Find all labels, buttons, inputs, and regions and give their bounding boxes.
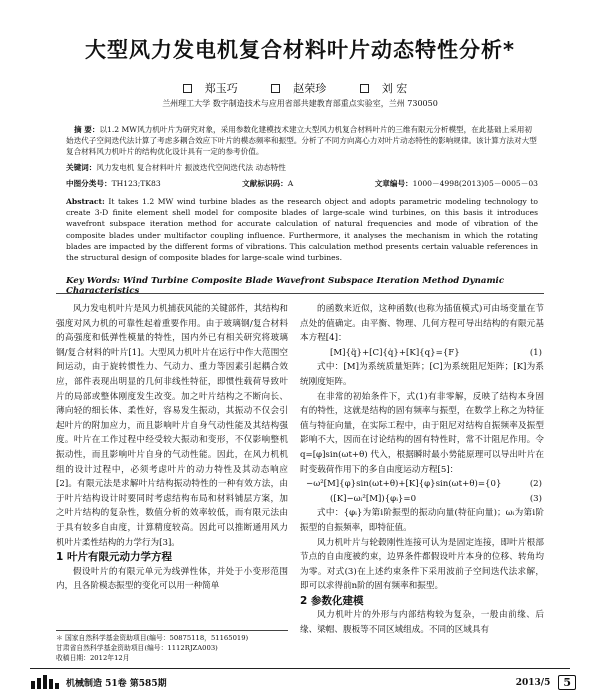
abstract-divider (56, 293, 544, 294)
keywords-en-text: Wind Turbine Composite Blade Wavefront Subspace Iteration Method Dynamic Characteristics (66, 276, 505, 296)
abstract-en-text: It takes 1.2 MW wind turbine blades as the research object and adopts parametric modeling technology to create 3-D finite element shell model for composite blades of large-scale wind turbines, on this basis it introduces wavefront subspace iteration method for accurate calculation of natural frequencies and mode of vibration of the composite blades under multifactor coupling influence. Furthermore, it analyses the mechanism in which the rotating blades are impacted by the different forms of vibrations. This calculation method presents certain valuable references in the structural design of composite blades for large-scale wind turbines. (66, 197, 538, 263)
equation-body: ([K]−ωᵢ²[M]){φᵢ}=0 (330, 493, 417, 504)
abstract-english (66, 196, 538, 263)
abstract-text: 以1.2 MW风力机叶片为研究对象，采用参数化建模技术建立大型风力机复合材料叶片的三维有限元分析模型，在此基础上采用初始迭代子空间迭代法计算了考虑多耦合效应下叶片的模态频率和振型。分析了不同方向离心力对叶片动态特性的影响规律。该计算方法对大型复合材料风力机叶片的结构优化设计具有一定的参考价值。 (66, 125, 537, 156)
right-column (300, 302, 544, 638)
equation-number: (3) (529, 493, 542, 504)
author-list (0, 80, 600, 96)
equation-number: (1) (529, 347, 542, 358)
clc-label: 中图分类号： (66, 179, 112, 188)
left-column (56, 302, 288, 594)
footnote: ＊ 国家自然科学基金资助项目(编号：50875118，51165019) (56, 634, 249, 642)
paragraph: 风力发电机叶片是风力机捕获风能的关键部件，其结构和强度对风力机的可靠性起着重要作用。由于玻璃钢/复合材料的高强度和低弹性模量的特性，国内外已有相关研究将玻璃钢/复合材料的叶片[1]。大型风力机叶片在运行中作大范围空间运动，由于旋转惯性力、气动力、重力等因素引起耦合效应，部件表现出明显的几何非线性特征，即惯性载荷导致叶片的局部或整体刚度发生改变。加之叶片结构之不断向长、薄向轻的细长体、柔性好，容易发生振动，其振动不仅会引起叶片的附加应力，而且影响叶片自身气动性能及其结构强度。叶片在工作过程中经受较大振动和变形，不仅影响整机振动性，而且影响叶片自身的气动性能。因此，在风力机机组的设计过程中，必须考虑叶片的动力特性及其动态响应[2]。有限元法是求解叶片结构振动特性的一种有效方法，由于叶片结构设计时要同时考虑结构布局和材料铺层方案，加之叶片结构的复杂性，数值分析的效率较低，而有限元法由于具有较多自由度，计算精度较高。因此可以推断通用风力机叶片柔性结构的力学行为[3]。 (56, 304, 288, 548)
keywords-en-label: Key Words: (66, 276, 120, 286)
issue-date: 2013/5 (515, 677, 551, 688)
footnote: 甘肃省自然科学基金资助项目(编号：1112RJZA003) (56, 644, 218, 652)
keywords-chinese (66, 162, 538, 173)
equation-2 (300, 477, 544, 492)
article-value: 1000－4998(2013)05－0005－03 (412, 179, 538, 188)
footer-divider (30, 668, 570, 669)
author-name: 郑玉巧 (204, 82, 238, 95)
author-marker-icon (271, 84, 280, 93)
footnote: 收稿日期：2012年12月 (56, 654, 130, 662)
equation-1 (300, 346, 544, 361)
clc-number (66, 178, 161, 189)
paragraph: 式中：{φᵢ}为第i阶振型的振动向量(特征向量)；ωᵢ为第i阶振型的自振频率，即特征值。 (300, 508, 544, 533)
code-value: A (287, 179, 294, 188)
affiliation: 兰州理工大学 数字制造技术与应用省部共建教育部重点实验室，兰州 730050 (162, 99, 438, 108)
keywords-text: 风力发电机 复合材料叶片 振波迭代空间迭代法 动态特性 (96, 163, 286, 172)
author (183, 82, 248, 95)
equation-3 (300, 492, 544, 507)
code-label: 文献标识码： (242, 179, 288, 188)
equation-number: (2) (529, 479, 542, 490)
author (271, 82, 336, 95)
section-heading: 1 叶片有限元动力学方程 (56, 551, 172, 564)
article-number (375, 178, 538, 189)
abstract-en-label: Abstract: (66, 197, 105, 206)
page-footer (516, 675, 576, 690)
clc-value: TH123;TK83 (111, 179, 161, 188)
author (360, 82, 418, 95)
article-label: 文章编号： (374, 179, 413, 188)
paper-title: 大型风力发电机复合材料叶片动态特性分析* (85, 38, 515, 62)
paragraph: 在非常的初始条件下，式(1)有非零解，反映了结构本身固有的特性，这就是结构的固有频率与振型，在数学上称之为特征值与特征向量，在实际工程中，由于阻尼对结构自振频率及振型影响不大，因而在讨论结构的固有特性时，常不计阻尼作用。令 q=[φ]sin(ωt+θ) 代入，根据瞬时最小势能原理可以导出叶片在时变载荷作用下的多自由度运动方程[5]： (300, 391, 544, 475)
abstract-label: 摘 要： (74, 125, 100, 134)
paragraph: 风力机叶片的外形与内部结构较为复杂，一般由前缘、后缘、梁帽、腹板等不同区域组成。不同的区域具有 (300, 610, 544, 636)
classification-line (66, 178, 538, 189)
paragraph: 的函数来近似，这种函数(也称为插值模式)可由场变量在节点处的值确定。由平衡、物理、几何方程可导出结构的有限元基本方程[4]： (300, 304, 544, 344)
author-marker-icon (183, 84, 192, 93)
author-name: 刘 宏 (381, 82, 408, 95)
page-number: 5 (558, 675, 576, 690)
section-heading: 2 参数化建模 (300, 594, 364, 607)
keywords-label: 关键词： (66, 163, 97, 172)
author-name: 赵荣珍 (293, 82, 327, 95)
journal-name: 机械制造 51卷 第585期 (66, 678, 167, 689)
paragraph: 风力机叶片与轮毂刚性连接可认为是固定连接，即叶片根部节点的自由度被约束，边界条件都假设叶片本身的位移、转角均为零。对式(3)在上述约束条件下采用波前子空间迭代法求解，即可以求得前n阶的固有频率和振型。 (300, 537, 544, 592)
equation-body: [M]{q̈}+[C]{q̇}+[K]{q}={F} (330, 347, 460, 358)
journal-logo-icon (30, 675, 60, 689)
document-code (242, 178, 293, 189)
paragraph: 式中：[M]为系统质量矩阵；[C]为系统阻尼矩阵；[K]为系统刚度矩阵。 (300, 362, 544, 387)
paragraph: 假设叶片的有限元单元为线弹性体，并处于小变形范围内，且各阶模态振型的变化可以用一种简单 (56, 566, 288, 592)
abstract-chinese (66, 124, 538, 157)
footnotes (56, 630, 288, 663)
equation-body: −ω²[M]{φ}sin(ωt+θ)+[K]{φ}sin(ωt+θ)={0} (306, 479, 502, 490)
journal-footer (30, 675, 167, 689)
author-marker-icon (360, 84, 369, 93)
